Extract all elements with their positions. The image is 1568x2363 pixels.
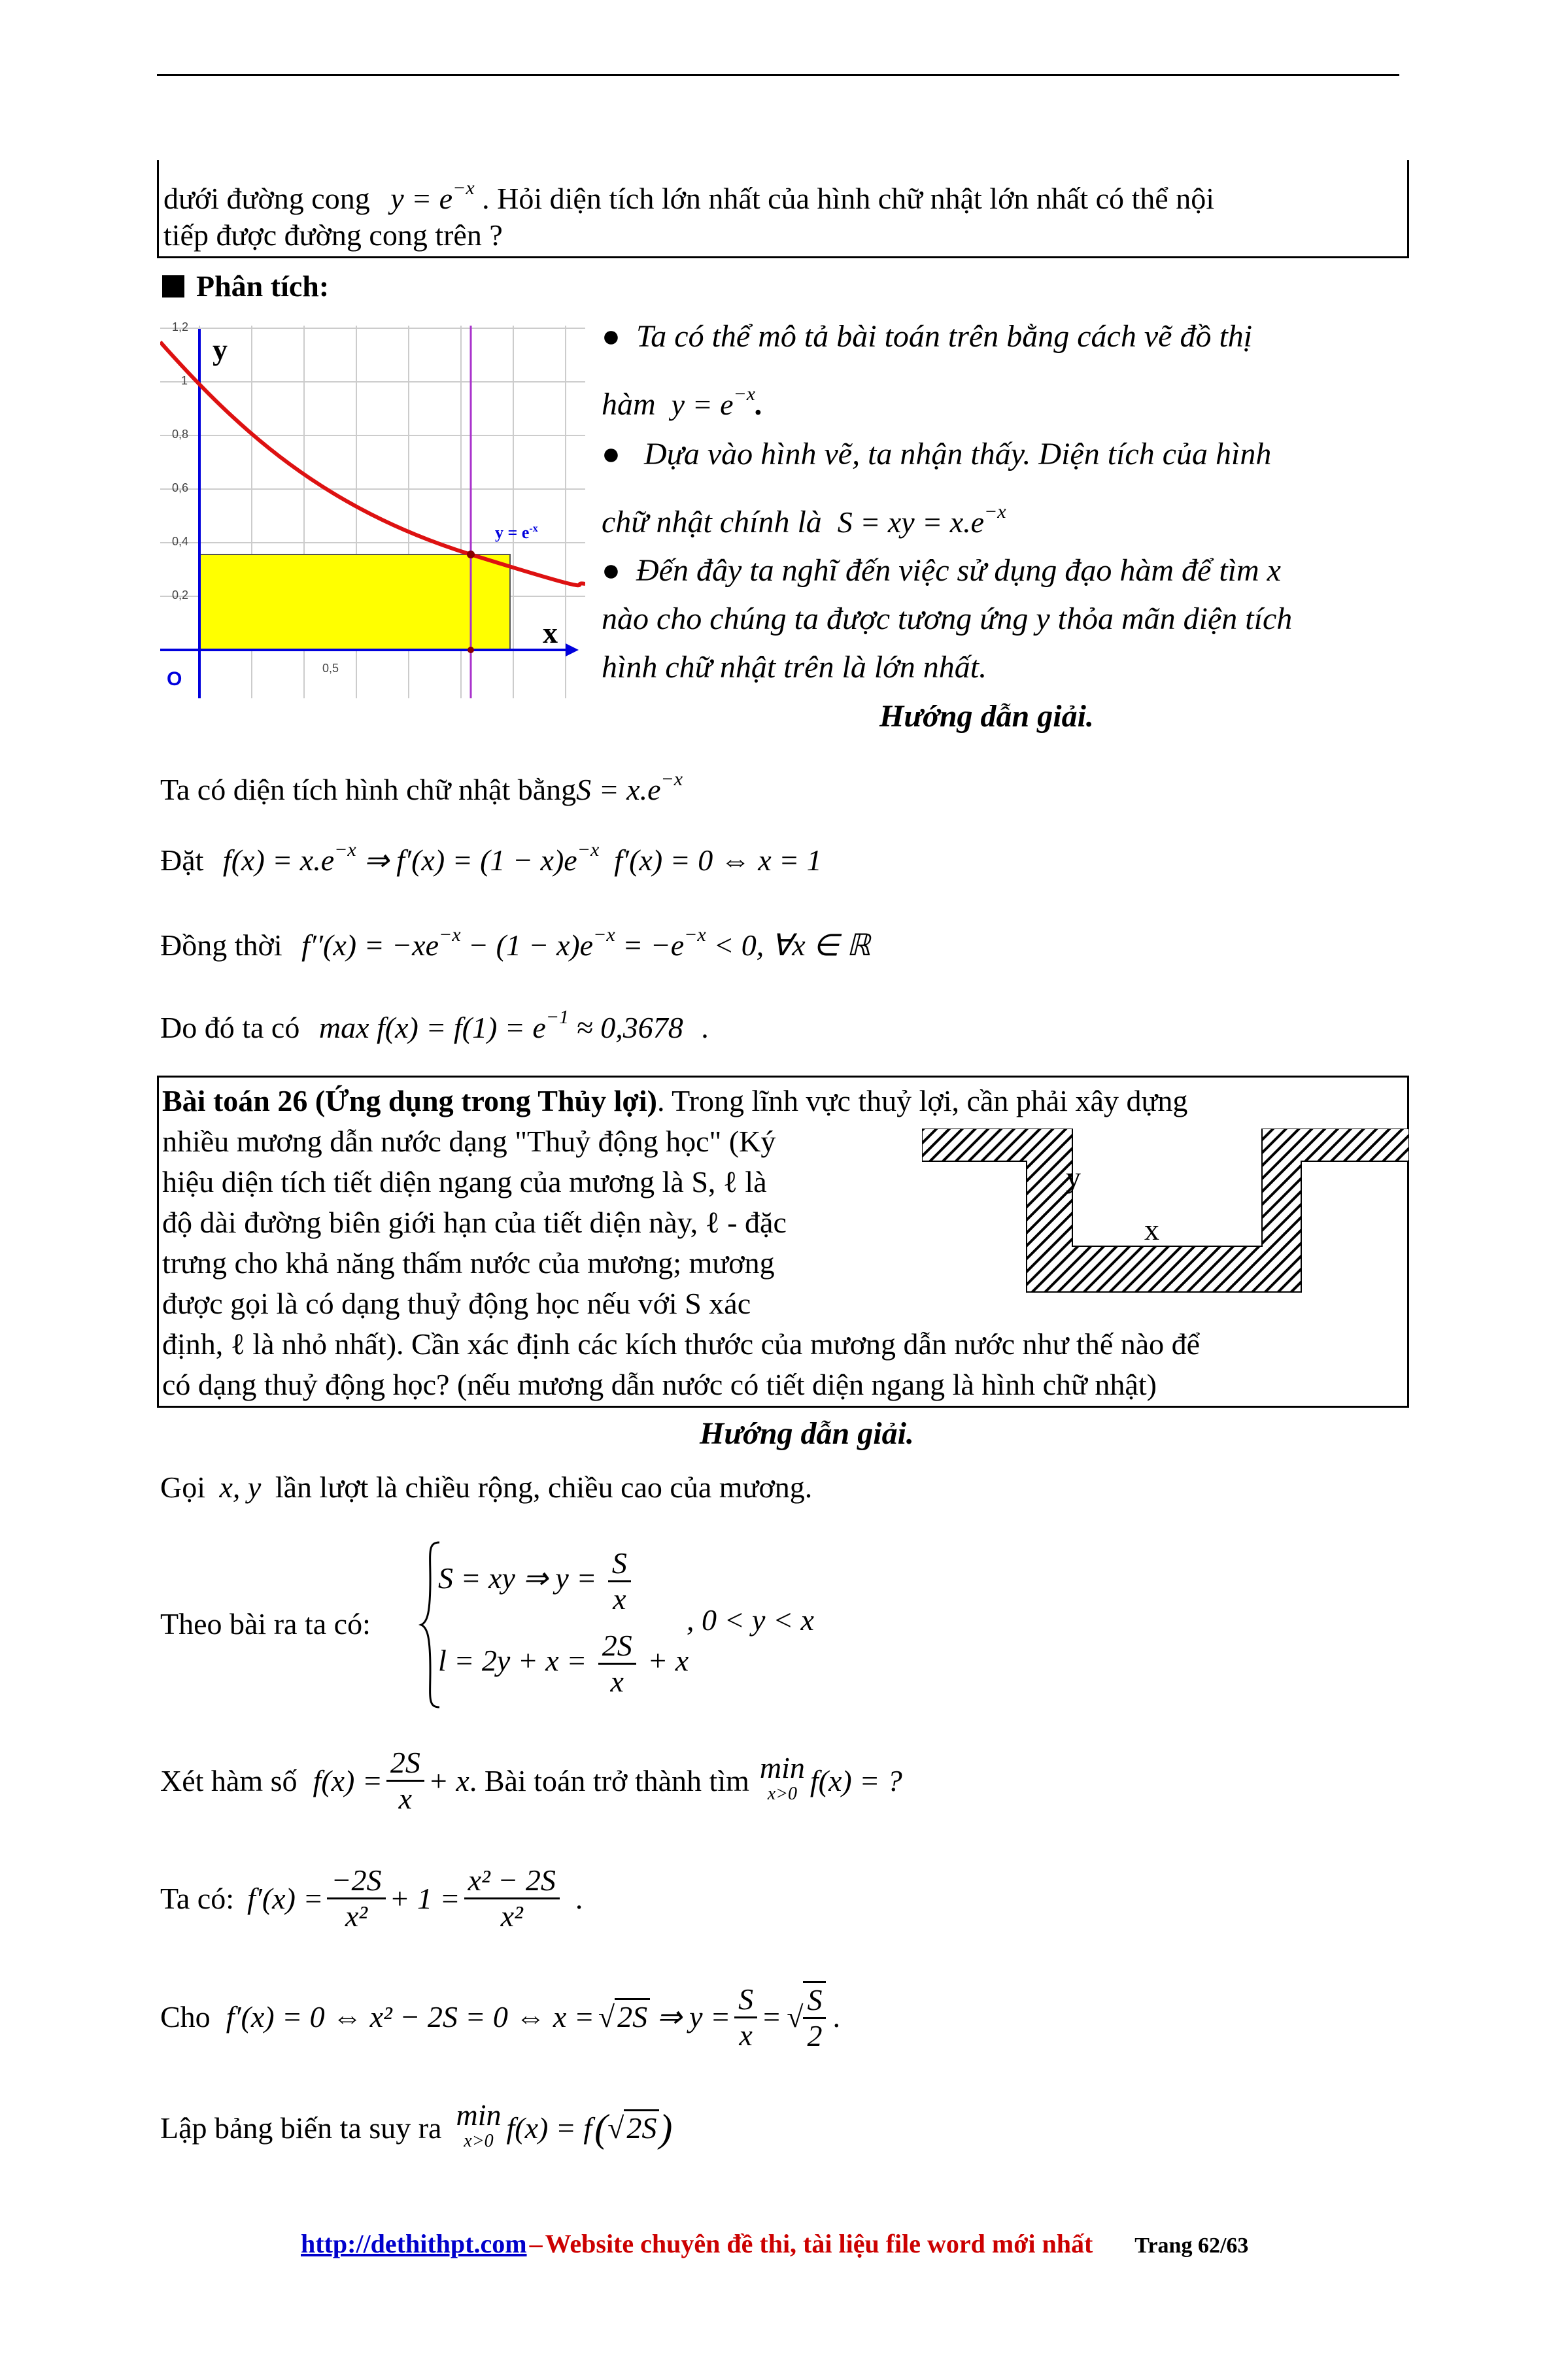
- numerator: 2S: [386, 1746, 424, 1782]
- exp: −x: [593, 924, 615, 945]
- canal-depth-label: y: [1066, 1161, 1081, 1194]
- math: =: [761, 2000, 782, 2033]
- math: + x: [428, 1763, 469, 1797]
- y-tick: 0,4: [172, 535, 189, 548]
- text: Dựa vào hình vẽ, ta nhận thấy. Diện tích của hình: [644, 437, 1272, 471]
- bullet-dot-icon: ●: [602, 437, 644, 471]
- exp: −x: [334, 839, 356, 860]
- math: max f(x) = f(1) = e: [318, 1011, 546, 1044]
- text: Do đó ta có: [160, 1011, 300, 1044]
- math: f′(x) = 0 ⇔ x² − 2S = 0 ⇔ x =: [226, 2000, 594, 2033]
- solution2-line6: Lập bảng biến ta suy ra min x>0 f(x) = f ( √2S ): [160, 2102, 672, 2154]
- denominator: x: [398, 1782, 413, 1815]
- curve-point: [467, 551, 475, 558]
- math: S = xy = x.e: [837, 505, 985, 539]
- analysis-bullet-3: [602, 548, 1281, 594]
- numerator: −2S: [327, 1863, 385, 1899]
- min-sub: x>0: [464, 2131, 494, 2151]
- solution2-line2: Theo bài ra ta có:: [160, 1607, 371, 1640]
- solution2-line5: Cho f′(x) = 0 ⇔ x² − 2S = 0 ⇔ x = √2S ⇒ y = $\frac{S}{x}$ = √ $\frac{S}{2}$ .: [160, 1982, 840, 2052]
- solution2-heading: Hướng dẫn giải.: [700, 1416, 914, 1451]
- exp: −x: [438, 924, 461, 945]
- text: Đồng thời: [160, 928, 282, 962]
- text: lần lượt là chiều rộng, chiều cao của mương.: [275, 1470, 813, 1504]
- math: ≈ 0,3678: [576, 1011, 683, 1044]
- problem-top-line1: [163, 167, 1214, 220]
- math: ⇒ f′(x) = (1 − x)e: [364, 843, 577, 877]
- x-axis-arrow-icon: [566, 643, 579, 656]
- text: . Trong lĩnh vực thuỷ lợi, cần phải xây dựng: [656, 1084, 1188, 1117]
- min-sub: x>0: [767, 1783, 798, 1804]
- exp: −x: [684, 924, 706, 945]
- text: Ta có diện tích hình chữ nhật bằng: [160, 773, 577, 806]
- text: . Bài toán trở thành tìm: [469, 1763, 749, 1797]
- math: f(x) =: [313, 1763, 383, 1797]
- footer-text: Website chuyên đề thi, tài liệu file word mới nhất: [545, 2229, 1093, 2258]
- y-tick: 0,8: [172, 428, 189, 441]
- analysis-bullet-1: [602, 314, 1252, 360]
- footer-link[interactable]: http://dethithpt.com: [301, 2229, 527, 2258]
- problem-title: Bài toán 26 (Ứng dụng trong Thủy lợi): [162, 1084, 657, 1117]
- solution2-line4: [160, 1863, 583, 1933]
- system-eq1: [438, 1546, 635, 1616]
- math: − (1 − x)e: [468, 928, 594, 962]
- analysis-heading: [162, 265, 329, 307]
- solution1-heading: Hướng dẫn giải.: [879, 699, 1094, 734]
- math: f′(x) = 0 ⇔ x = 1: [614, 843, 822, 877]
- y-tick: 0,2: [172, 588, 189, 602]
- text: Ta có thể mô tả bài toán trên bằng cách vẽ đồ thị: [636, 319, 1253, 354]
- curve-label: $y = e^{-x}$: [495, 523, 538, 542]
- y-tick: 1,2: [172, 320, 189, 333]
- numerator: 2S: [598, 1629, 636, 1665]
- denominator: x²: [500, 1899, 523, 1933]
- math: S = x.e: [576, 773, 661, 806]
- analysis-bullet-3c: hình chữ nhật trên là lớn nhất.: [602, 650, 987, 685]
- solution1-line4: [160, 996, 709, 1049]
- problem26-line8: có dạng thuỷ động học? (nếu mương dẫn nước có tiết diện ngang là hình chữ nhật): [162, 1368, 1157, 1401]
- header-rule: [157, 74, 1399, 76]
- solution1-line1: [160, 758, 683, 811]
- denominator: x: [613, 1582, 626, 1616]
- y-axis-label: y: [213, 333, 228, 366]
- inscribed-rectangle: [199, 554, 510, 650]
- exp: −x: [452, 177, 475, 199]
- math: S = xy ⇒ y =: [438, 1561, 597, 1595]
- x-tick: 0,5: [322, 662, 339, 675]
- text: Xét hàm số: [160, 1763, 298, 1797]
- sqrt-arg: 2S: [615, 1998, 650, 2033]
- math: + x: [647, 1644, 689, 1678]
- text: Gọi: [160, 1470, 205, 1504]
- exp: −x: [577, 839, 600, 860]
- heading-text: Phân tích:: [196, 269, 330, 303]
- problem26-line7: định, ℓ là nhỏ nhất). Cần xác định các kích thước của mương dẫn nước như thế nào để: [162, 1327, 1201, 1361]
- text: hàm: [602, 387, 656, 422]
- math: < 0, ∀x ∈ ℝ: [713, 928, 871, 962]
- system-eq2: [438, 1629, 689, 1699]
- math: f(x) = f: [506, 2111, 592, 2145]
- solution2-line1: [160, 1467, 812, 1508]
- x-point: [468, 647, 474, 653]
- text: Đến đây ta nghĩ đến việc sử dụng đạo hàm để tìm x: [636, 553, 1281, 588]
- canal-width-label: x: [1144, 1213, 1159, 1246]
- problem26-line3: hiệu diện tích tiết diện ngang của mương là S, ℓ là: [162, 1165, 767, 1198]
- text: .: [832, 2000, 840, 2033]
- problem-top-line2: tiếp được đường cong trên ?: [163, 218, 503, 252]
- text: Đặt: [160, 843, 204, 877]
- exp-curve: [160, 342, 585, 585]
- exp: −x: [660, 768, 683, 790]
- x-axis-label: x: [543, 616, 558, 649]
- numerator: x² − 2S: [464, 1863, 560, 1899]
- text: chữ nhật chính là: [602, 505, 822, 539]
- numerator: S: [734, 1982, 757, 2018]
- footer: [301, 2228, 1248, 2259]
- exp: −x: [984, 501, 1006, 522]
- canal-walls: [922, 1129, 1409, 1292]
- math: f′′(x) = −xe: [301, 928, 439, 962]
- math: y = e: [671, 388, 734, 421]
- analysis-bullet-2: [602, 432, 1271, 477]
- math: f′(x) =: [247, 1881, 324, 1915]
- text: .: [701, 1011, 709, 1044]
- math: y = e: [390, 182, 453, 215]
- math: x, y: [219, 1470, 262, 1504]
- text: . Hỏi diện tích lớn nhất của hình chữ nhật lớn nhất có thể nội: [482, 182, 1214, 215]
- math: f(x) = x.e: [222, 843, 335, 877]
- min-op: min: [759, 1750, 805, 1784]
- bullet-dot-icon: ●: [602, 553, 636, 588]
- text: .: [575, 1881, 583, 1915]
- numerator: S: [608, 1546, 631, 1582]
- denominator: 2: [807, 2019, 823, 2052]
- page-number: Trang 62/63: [1134, 2234, 1249, 2258]
- text: dưới đường cong: [163, 182, 370, 215]
- footer-dash: –: [529, 2229, 543, 2258]
- analysis-bullet-1b: hàm $y = e^{-x}$.: [602, 383, 764, 422]
- exp-graph: [160, 319, 585, 698]
- text: Ta có:: [160, 1881, 235, 1915]
- text: Lập bảng biến ta suy ra: [160, 2111, 442, 2145]
- y-tick: 0,6: [172, 481, 189, 494]
- solution2-line3: [160, 1746, 902, 1816]
- math: f(x) = ?: [810, 1763, 902, 1797]
- analysis-bullet-3b: nào cho chúng ta được tương ứng y thỏa mãn diện tích: [602, 602, 1293, 636]
- problem26-line4: độ dài đường biên giới hạn của tiết diện này, ℓ - đặc: [162, 1206, 787, 1239]
- problem26-line5: trưng cho khả năng thấm nước của mương; mương: [162, 1246, 775, 1280]
- solution1-line2: [160, 829, 822, 881]
- math: l = 2y + x =: [438, 1644, 587, 1678]
- bullet-dot-icon: ●: [602, 319, 636, 354]
- exp: −1: [545, 1006, 569, 1028]
- math: + 1 =: [389, 1881, 460, 1915]
- text: Cho: [160, 2000, 211, 2033]
- analysis-bullet-2b: [602, 489, 1006, 545]
- origin-label: O: [167, 668, 182, 690]
- square-bullet-icon: [162, 275, 184, 298]
- problem26-line1: [162, 1080, 1187, 1122]
- numerator: S: [803, 1983, 826, 2019]
- denominator: x: [610, 1665, 624, 1698]
- problem26-line6: được gọi là có dạng thuỷ động học nếu với S xác: [162, 1287, 751, 1320]
- system-condition: , 0 < y < x: [687, 1603, 814, 1637]
- y-tick: 1: [181, 374, 188, 387]
- denominator: x²: [345, 1899, 368, 1933]
- min-op: min: [456, 2098, 502, 2132]
- denominator: x: [739, 2018, 753, 2052]
- solution1-line3: [160, 914, 870, 966]
- math: ⇒ y =: [656, 2000, 731, 2033]
- math: = −e: [622, 928, 685, 962]
- problem26-line2: nhiều mương dẫn nước dạng "Thuỷ động học" (Ký: [162, 1125, 776, 1158]
- exp: −x: [733, 383, 756, 405]
- sqrt-arg: 2S: [624, 2109, 659, 2145]
- canal-diagram: [922, 1129, 1409, 1295]
